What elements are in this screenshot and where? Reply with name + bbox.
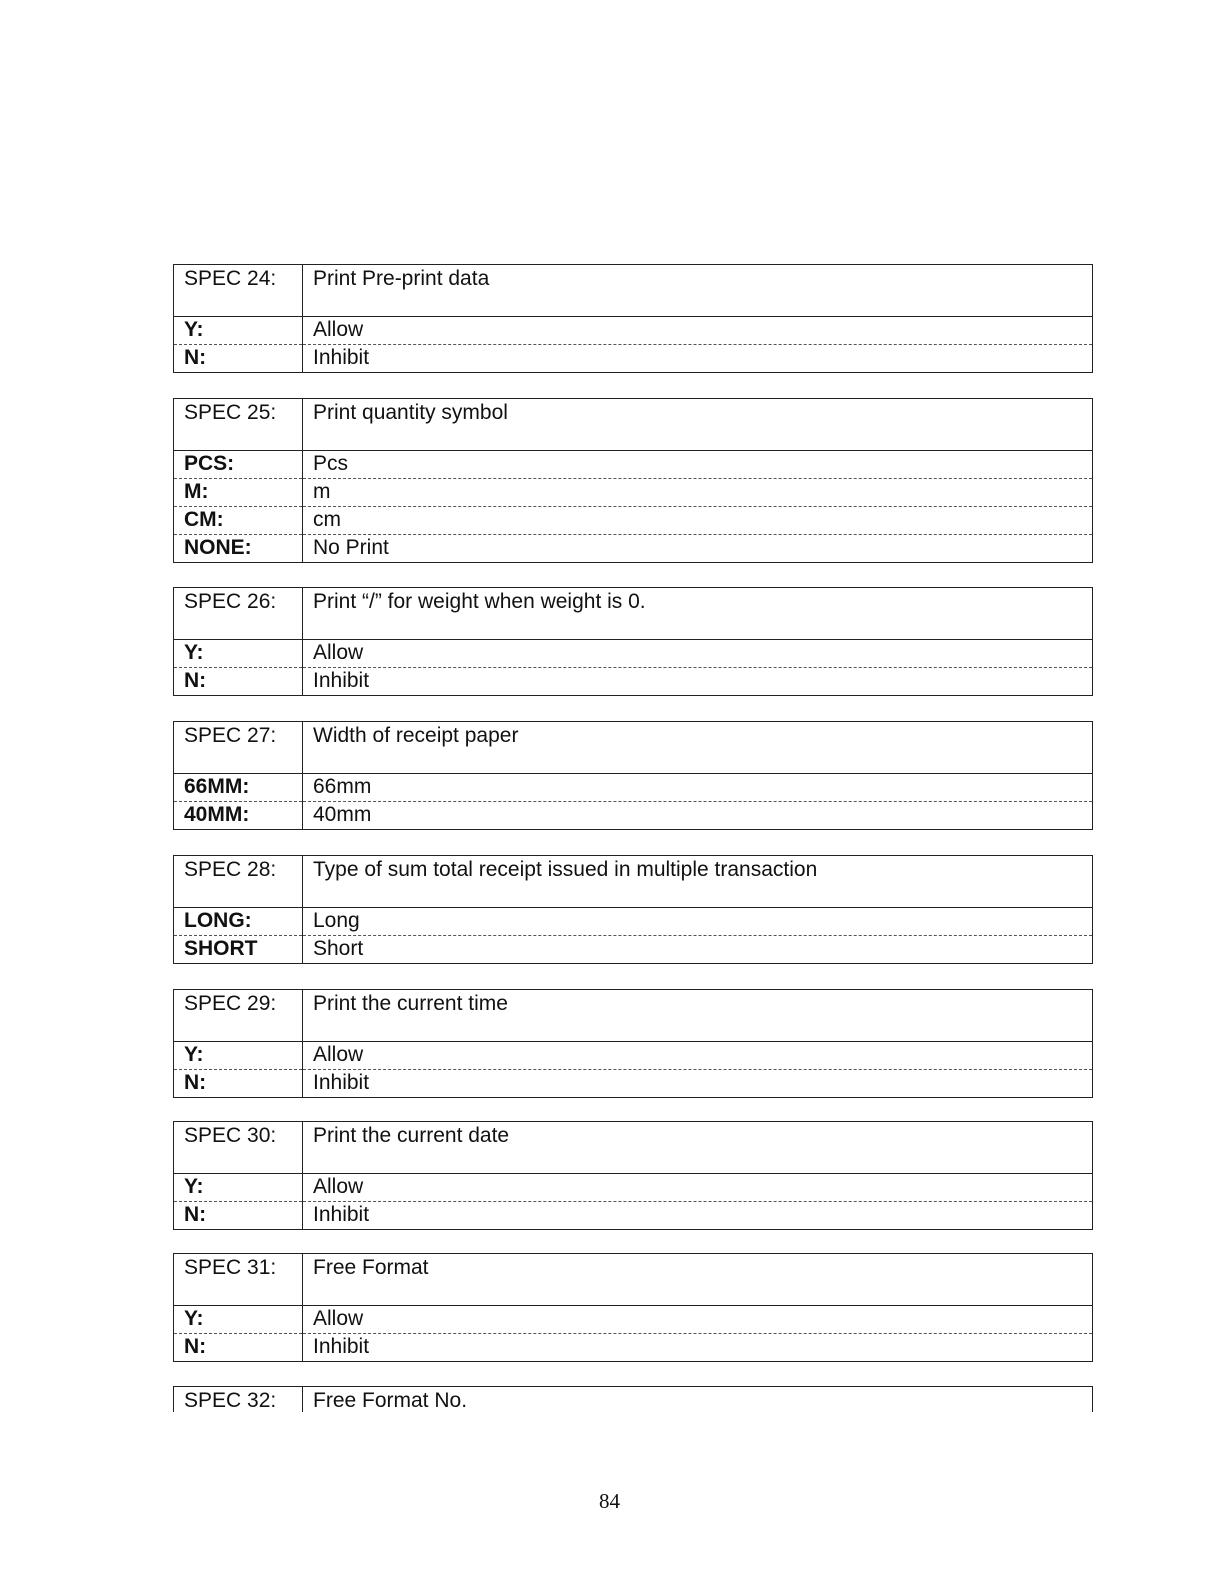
option-value: No Print xyxy=(303,535,1093,563)
spec-label: SPEC 27: xyxy=(174,722,303,774)
spec-table xyxy=(173,1253,1093,1362)
spec-label: SPEC 31: xyxy=(174,1254,303,1306)
option-key: PCS: xyxy=(174,451,303,479)
spec-header-row xyxy=(174,856,1093,908)
spec-header-row xyxy=(174,990,1093,1042)
spec-option-row xyxy=(174,908,1093,936)
spec-label: SPEC 25: xyxy=(174,399,303,451)
option-value: Inhibit xyxy=(303,345,1093,373)
spec-option-row xyxy=(174,1306,1093,1334)
spec-option-row xyxy=(174,1070,1093,1098)
option-value: m xyxy=(303,479,1093,507)
spec-title: Print the current time xyxy=(303,990,1093,1042)
option-key: Y: xyxy=(174,640,303,668)
option-key: M: xyxy=(174,479,303,507)
option-key: N: xyxy=(174,668,303,696)
spec-title: Print the current date xyxy=(303,1122,1093,1174)
option-value: Short xyxy=(303,936,1093,964)
spec-title: Width of receipt paper xyxy=(303,722,1093,774)
option-value: cm xyxy=(303,507,1093,535)
option-key: SHORT xyxy=(174,936,303,964)
option-key: CM: xyxy=(174,507,303,535)
option-key: Y: xyxy=(174,1306,303,1334)
spec-option-row xyxy=(174,451,1093,479)
option-value: Inhibit xyxy=(303,668,1093,696)
option-value: Inhibit xyxy=(303,1334,1093,1362)
option-value: Allow xyxy=(303,1174,1093,1202)
option-key: 66MM: xyxy=(174,774,303,802)
option-key: N: xyxy=(174,1334,303,1362)
spec-label: SPEC 29: xyxy=(174,990,303,1042)
option-value: Long xyxy=(303,908,1093,936)
spec-32-partial-clip xyxy=(0,1386,1219,1412)
spec-option-row xyxy=(174,640,1093,668)
option-value: Allow xyxy=(303,640,1093,668)
option-key: N: xyxy=(174,345,303,373)
spec-table xyxy=(173,1121,1093,1230)
spec-option-row xyxy=(174,936,1093,964)
spec-title: Type of sum total receipt issued in multiple transaction xyxy=(303,856,1093,908)
page-number: 84 xyxy=(599,1489,620,1513)
spec-header-row xyxy=(174,1254,1093,1306)
option-key: NONE: xyxy=(174,535,303,563)
spec-label: SPEC 24: xyxy=(174,265,303,317)
spec-table xyxy=(173,989,1093,1098)
spec-header-row xyxy=(174,265,1093,317)
option-key: N: xyxy=(174,1202,303,1230)
option-value: Inhibit xyxy=(303,1202,1093,1230)
option-value: Allow xyxy=(303,1042,1093,1070)
spec-option-row xyxy=(174,479,1093,507)
spec-table-partial xyxy=(173,1386,1093,1412)
option-value: 66mm xyxy=(303,774,1093,802)
option-value: 40mm xyxy=(303,802,1093,830)
spec-title: Free Format xyxy=(303,1254,1093,1306)
spec-option-row xyxy=(174,1042,1093,1070)
option-key: 40MM: xyxy=(174,802,303,830)
spec-label: SPEC 32: xyxy=(174,1387,303,1413)
option-key: Y: xyxy=(174,1042,303,1070)
spec-option-row xyxy=(174,774,1093,802)
spec-header-row xyxy=(174,1122,1093,1174)
spec-header-row xyxy=(174,1387,1093,1413)
spec-title: Print “/” for weight when weight is 0. xyxy=(303,588,1093,640)
option-key: Y: xyxy=(174,1174,303,1202)
option-key: Y: xyxy=(174,317,303,345)
spec-header-row xyxy=(174,722,1093,774)
spec-option-row xyxy=(174,1174,1093,1202)
spec-option-row xyxy=(174,1334,1093,1362)
spec-label: SPEC 28: xyxy=(174,856,303,908)
spec-table xyxy=(173,721,1093,830)
spec-title: Print quantity symbol xyxy=(303,399,1093,451)
spec-option-row xyxy=(174,802,1093,830)
spec-option-row xyxy=(174,1202,1093,1230)
spec-header-row xyxy=(174,399,1093,451)
option-key: LONG: xyxy=(174,908,303,936)
spec-option-row xyxy=(174,507,1093,535)
spec-table xyxy=(173,398,1093,563)
option-key: N: xyxy=(174,1070,303,1098)
spec-title: Print Pre-print data xyxy=(303,265,1093,317)
spec-option-row xyxy=(174,345,1093,373)
option-value: Pcs xyxy=(303,451,1093,479)
spec-table xyxy=(173,264,1093,373)
spec-title: Free Format No. xyxy=(303,1387,1093,1413)
option-value: Allow xyxy=(303,1306,1093,1334)
spec-option-row xyxy=(174,317,1093,345)
spec-table xyxy=(173,855,1093,964)
spec-header-row xyxy=(174,588,1093,640)
spec-label: SPEC 30: xyxy=(174,1122,303,1174)
spec-table xyxy=(173,587,1093,696)
option-value: Inhibit xyxy=(303,1070,1093,1098)
spec-option-row xyxy=(174,668,1093,696)
spec-label: SPEC 26: xyxy=(174,588,303,640)
spec-option-row xyxy=(174,535,1093,563)
option-value: Allow xyxy=(303,317,1093,345)
